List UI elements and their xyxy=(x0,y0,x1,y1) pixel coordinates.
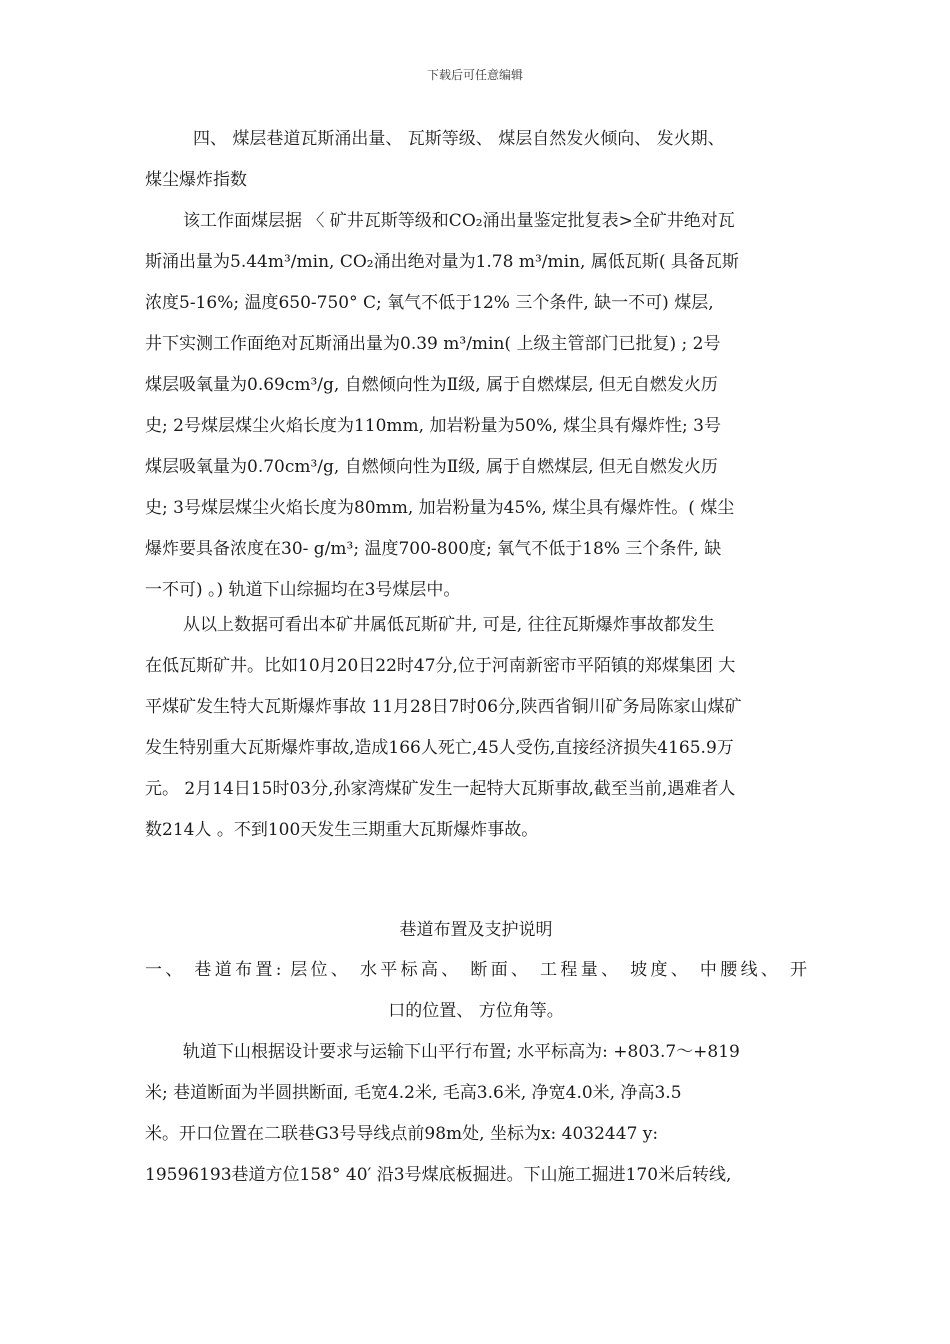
paragraph-line: 平煤矿发生特大瓦斯爆炸事故 11月28日7时06分,陕西省铜川矿务局陈家山煤矿 xyxy=(145,697,742,717)
heading-line: 四、 煤层巷道瓦斯涌出量、 瓦斯等级、 煤层自然发火倾向、 发火期、 xyxy=(193,129,725,149)
paragraph-line: 一不可) 。) 轨道下山综掘均在3号煤层中。 xyxy=(145,580,461,600)
subheading-line: 一、 巷道布置: 层位、 水平标高、 断面、 工程量、 坡度、 中腰线、 开 xyxy=(145,960,807,980)
heading-line: 煤尘爆炸指数 xyxy=(145,170,247,190)
paragraph-line: 元。 2月14日15时03分,孙家湾煤矿发生一起特大瓦斯事故,截至当前,遇难者人 xyxy=(145,779,736,799)
paragraph-accidents xyxy=(145,605,807,851)
paragraph-line: 斯涌出量为5.44m³/min, CO₂涌出绝对量为1.78 m³/min, 属低瓦斯( 具备瓦斯 xyxy=(145,252,739,272)
section-title: 巷道布置及支护说明 xyxy=(399,920,553,940)
paragraph-line: 19596193巷道方位158° 40′ 沿3号煤底板掘进。下山施工掘进170米后转线, xyxy=(145,1165,732,1185)
paragraph-line: 浓度5-16%; 温度650-750° C; 氧气不低于12% 三个条件, 缺一不可) 煤层, xyxy=(145,293,714,313)
paragraph-layout xyxy=(145,1032,807,1196)
paragraph-line: 煤层吸氧量为0.69cm³/g, 自燃倾向性为Ⅱ级, 属于自燃煤层, 但无自燃发火历 xyxy=(145,375,718,395)
paragraph-line: 轨道下山根据设计要求与运输下山平行布置; 水平标高为: +803.7～+819 xyxy=(183,1042,740,1062)
section-4-heading xyxy=(145,119,807,201)
paragraph-line: 发生特别重大瓦斯爆炸事故,造成166人死亡,45人受伤,直接经济损失4165.9万 xyxy=(145,738,734,758)
paragraph-line: 史; 2号煤层煤尘火焰长度为110mm, 加岩粉量为50%, 煤尘具有爆炸性; 3号 xyxy=(145,416,721,436)
paragraph-line: 井下实测工作面绝对瓦斯涌出量为0.39 m³/min( 上级主管部门已批复) ; 2号 xyxy=(145,334,721,354)
paragraph-line: 史; 3号煤层煤尘火焰长度为80mm, 加岩粉量为45%, 煤尘具有爆炸性。( 煤尘 xyxy=(145,498,735,518)
paragraph-line: 从以上数据可看出本矿井属低瓦斯矿井, 可是, 往往瓦斯爆炸事故都发生 xyxy=(183,615,715,635)
subheading-line: 口的位置、 方位角等。 xyxy=(388,1001,564,1021)
paragraph-line: 米; 巷道断面为半圆拱断面, 毛宽4.2米, 毛高3.6米, 净宽4.0米, 净高3.5 xyxy=(145,1083,682,1103)
paragraph-line: 该工作面煤层据 〈 矿井瓦斯等级和CO₂涌出量鉴定批复表>全矿井绝对瓦 xyxy=(183,211,735,231)
paragraph-line: 米。开口位置在二联巷G3号导线点前98m处, 坐标为x: 4032447 y: xyxy=(145,1124,659,1144)
support-title xyxy=(145,910,807,951)
paragraph-line: 爆炸要具备浓度在30- g/m³; 温度700-800度; 氧气不低于18% 三个条件, 缺 xyxy=(145,539,722,559)
page-header: 下载后可任意编辑 xyxy=(426,68,523,82)
paragraph-line: 在低瓦斯矿井。比如10月20日22时47分,位于河南新密市平陌镇的郑煤集团 大 xyxy=(145,656,736,676)
paragraph-line: 数214人 。不到100天发生三期重大瓦斯爆炸事故。 xyxy=(145,820,539,840)
paragraph-gas-data xyxy=(145,201,807,611)
paragraph-line: 煤层吸氧量为0.70cm³/g, 自燃倾向性为Ⅱ级, 属于自燃煤层, 但无自燃发火历 xyxy=(145,457,718,477)
layout-subheading xyxy=(145,950,807,1032)
